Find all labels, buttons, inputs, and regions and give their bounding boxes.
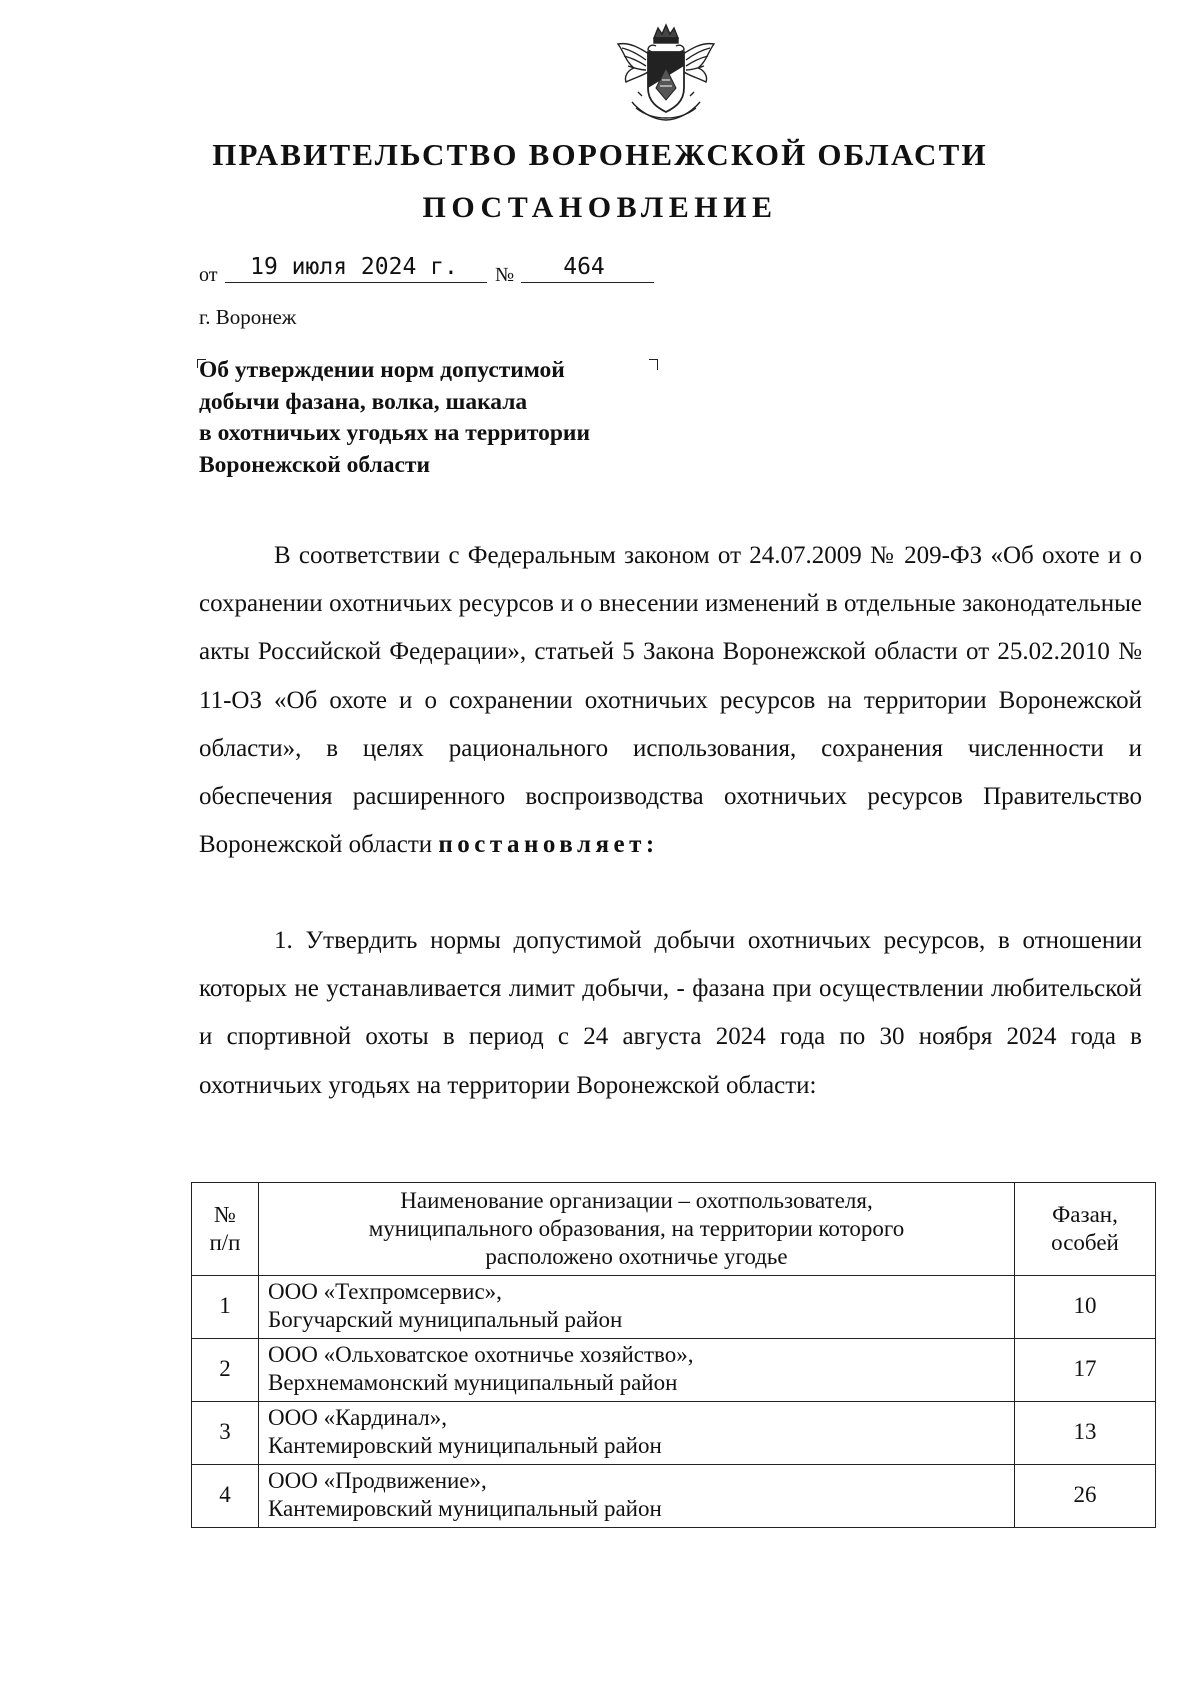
row-org: ООО «Ольховатское охотничье хозяйство», Верхнемамонский муниципальный район (259, 1339, 1015, 1402)
subject-line: Об утверждении норм допустимой (199, 357, 565, 383)
date-number-line (199, 250, 659, 290)
header-num: № п/п (192, 1183, 259, 1276)
row-org: ООО «Кардинал», Кантемировский муниципальный район (259, 1402, 1015, 1465)
document-number: 464 (563, 254, 605, 280)
corner-mark-left (197, 359, 206, 368)
row-org: ООО «Продвижение», Кантемировский муниципальный район (259, 1465, 1015, 1528)
preamble-block (199, 532, 1142, 869)
date-underline (225, 282, 487, 283)
table-row (192, 1339, 1156, 1402)
header-qty: Фазан, особей (1015, 1183, 1156, 1276)
subject-line: в охотничьих угодьях на территории (199, 420, 591, 446)
preamble-paragraph (199, 532, 1142, 869)
city: г. Воронеж (199, 305, 297, 329)
row-num: 4 (192, 1465, 259, 1528)
row-num: 3 (192, 1402, 259, 1465)
preamble-text: В соответствии с Федеральным законом от 24.07.2009 № 209-ФЗ «Об охоте и о сохранении охотничьих ресурсов и о внесении изменений в отдельные законодательные акты Российской Федерации», статьей 5 Закона Воронежской области от 25.02.2010 № 11-ОЗ «Об охоте и о сохранении охотничьих ресурсов на территории Воронежской области», в целях рационального использования, сохранения численности и обеспечения расширенного воспроизводства охотничьих ресурсов Правительство Воронежской области (199, 542, 1142, 859)
resolves-word: постановляет: (438, 831, 659, 859)
document-type: ПОСТАНОВЛЕНИЕ (422, 191, 778, 224)
row-qty: 13 (1015, 1402, 1156, 1465)
number-prefix: № (495, 264, 515, 286)
table-row (192, 1465, 1156, 1528)
organization-title: ПРАВИТЕЛЬСТВО ВОРОНЕЖСКОЙ ОБЛАСТИ (212, 137, 988, 172)
number-underline (521, 282, 654, 283)
quota-table (191, 1182, 1156, 1528)
row-qty: 26 (1015, 1465, 1156, 1528)
row-qty: 17 (1015, 1339, 1156, 1402)
voronezh-coat-of-arms-icon (612, 22, 720, 124)
table-row (192, 1276, 1156, 1339)
header-name: Наименование организации – охотпользователя, муниципального образования, на территории которого расположено охотничье угодье (259, 1183, 1015, 1276)
row-org: ООО «Техпромсервис», Богучарский муниципальный район (259, 1276, 1015, 1339)
row-qty: 10 (1015, 1276, 1156, 1339)
table-row (192, 1402, 1156, 1465)
subject-block (199, 355, 719, 481)
item-1-paragraph: 1. Утвердить нормы допустимой добычи охотничьих ресурсов, в отношении которых не устанавливается лимит добычи, - фазана при осуществлении любительской и спортивной охоты в период с 24 августа 2024 года по 30 ноября 2024 года в охотничьих угодьях на территории Воронежской области: (199, 927, 1142, 1099)
item-1-block (199, 917, 1142, 1110)
date-prefix: от (199, 264, 218, 286)
table-header-row (192, 1183, 1156, 1276)
subject-line: Воронежской области (199, 451, 431, 478)
row-num: 1 (192, 1276, 259, 1339)
row-num: 2 (192, 1339, 259, 1402)
subject-line: добычи фазана, волка, шакала (199, 388, 528, 415)
corner-mark-right (649, 359, 658, 370)
document-date: 19 июля 2024 г. (250, 254, 458, 280)
